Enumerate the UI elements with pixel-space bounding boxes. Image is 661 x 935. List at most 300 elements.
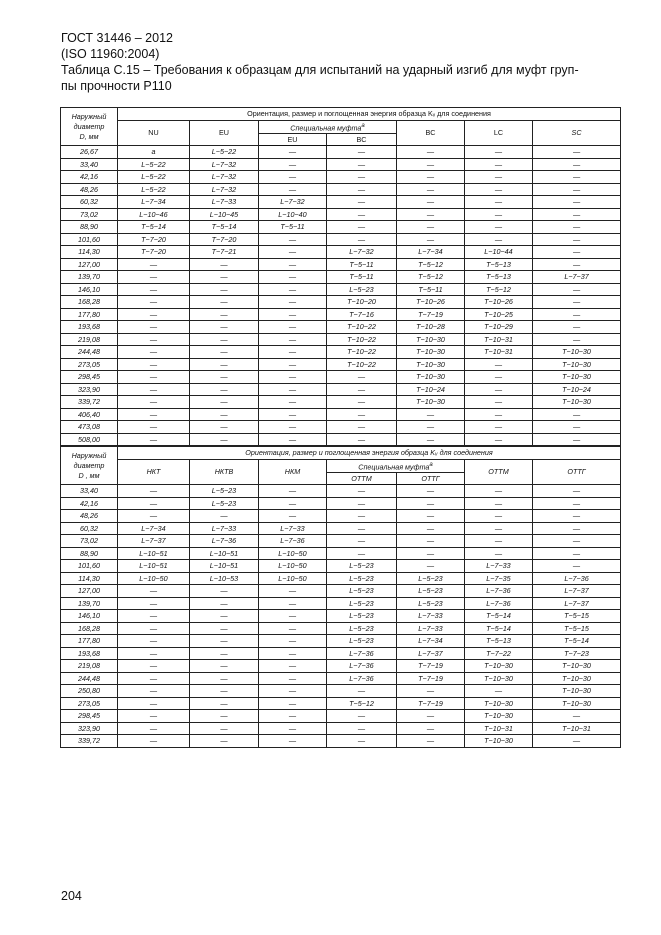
table-cell: — (397, 722, 465, 735)
table-cell: — (533, 196, 621, 209)
table-cell: — (259, 597, 327, 610)
table-row (61, 697, 621, 710)
table-cell: — (118, 321, 190, 334)
table-cell: — (118, 421, 190, 434)
diameter-cell: 219,08 (61, 660, 118, 673)
col-header-special-ottm: ОТТМ (327, 472, 397, 485)
table-cell: — (190, 346, 259, 359)
table-cell: — (465, 196, 533, 209)
table-row (61, 296, 621, 309)
table-cell: — (259, 271, 327, 284)
table-cell: — (118, 408, 190, 421)
special-coupling-header: Специальная муфта$^a$ (259, 120, 397, 133)
table-cell: — (465, 383, 533, 396)
table-cell: — (397, 710, 465, 723)
table-cell: L−7−33 (397, 622, 465, 635)
diameter-header: Наружный диаметр D , мм (61, 447, 118, 485)
table-row (61, 672, 621, 685)
table-cell: — (397, 535, 465, 548)
table-cell: — (533, 296, 621, 309)
table-cell: — (118, 296, 190, 309)
table-cell: — (259, 396, 327, 409)
table-row (61, 421, 621, 434)
table-row (61, 258, 621, 271)
table-cell: — (190, 296, 259, 309)
table-cell: L−10−51 (190, 560, 259, 573)
table-cell: — (327, 522, 397, 535)
table-cell: — (327, 710, 397, 723)
table-row (61, 433, 621, 446)
table-cell: L−7−37 (533, 597, 621, 610)
table-row (61, 535, 621, 548)
table-cell: — (118, 722, 190, 735)
col-header-nkm: НКМ (259, 459, 327, 485)
table-cell: — (327, 485, 397, 498)
table-cell: T−5−14 (465, 622, 533, 635)
table-cell: L−10−53 (190, 572, 259, 585)
table-cell: T−10−30 (533, 358, 621, 371)
col-header-sc: SC (533, 120, 621, 146)
table-cell: L−7−32 (327, 246, 397, 259)
table-cell: — (533, 560, 621, 573)
table-cell: — (259, 333, 327, 346)
diameter-cell: 219,08 (61, 333, 118, 346)
table-cell: T−10−30 (533, 672, 621, 685)
table-cell: L−5−23 (190, 497, 259, 510)
table-cell: — (118, 497, 190, 510)
table-cell: — (259, 647, 327, 660)
table-cell: T−10−30 (533, 685, 621, 698)
table-cell: — (533, 522, 621, 535)
table-cell: — (190, 396, 259, 409)
table-cell: — (397, 547, 465, 560)
table-cell: — (118, 647, 190, 660)
table-cell: — (118, 697, 190, 710)
table-cell: L−7−36 (465, 585, 533, 598)
table-cell: T−10−31 (465, 333, 533, 346)
table-cell: — (190, 635, 259, 648)
diameter-cell: 48,26 (61, 183, 118, 196)
table-cell: — (190, 622, 259, 635)
table-row (61, 208, 621, 221)
table-cell: T−5−11 (259, 221, 327, 234)
table-row (61, 196, 621, 209)
diameter-cell: 42,16 (61, 171, 118, 184)
table-cell: T−10−30 (465, 735, 533, 748)
table-cell: — (259, 408, 327, 421)
table-cell: — (465, 485, 533, 498)
table-cell: T−7−19 (397, 308, 465, 321)
table-cell: — (397, 196, 465, 209)
table-cell: — (259, 622, 327, 635)
table-cell: — (465, 146, 533, 159)
table-cell: T−5−14 (190, 221, 259, 234)
table-cell: — (118, 383, 190, 396)
table-cell: — (533, 308, 621, 321)
table-row (61, 585, 621, 598)
table-cell: — (259, 321, 327, 334)
table-cell: — (259, 346, 327, 359)
table-cell: T−5−11 (327, 258, 397, 271)
table-caption: Таблица С.15 – Требования к образцам для испытаний на ударный изгиб для муфт груп- (61, 63, 579, 77)
table-cell: — (327, 421, 397, 434)
diameter-cell: 339,72 (61, 396, 118, 409)
table-cell: — (465, 221, 533, 234)
table-cell: — (533, 710, 621, 723)
table-cell: — (190, 510, 259, 523)
table-cell: L−5−23 (327, 585, 397, 598)
table-cell: — (118, 585, 190, 598)
table-cell: — (533, 433, 621, 446)
table-cell: — (259, 383, 327, 396)
diameter-cell: 323,90 (61, 383, 118, 396)
table-cell: T−5−15 (533, 622, 621, 635)
diameter-header: Наружный диаметр D, мм (61, 108, 118, 146)
table-cell: — (118, 283, 190, 296)
table-cell: L−7−34 (118, 196, 190, 209)
table-cell: — (118, 333, 190, 346)
impact-test-table-2 (60, 446, 621, 748)
table-cell: T−7−20 (118, 246, 190, 259)
diameter-cell: 60,32 (61, 522, 118, 535)
table-cell: — (118, 672, 190, 685)
table-cell: T−5−12 (327, 697, 397, 710)
table-cell: — (397, 497, 465, 510)
table-cell: — (533, 146, 621, 159)
table-cell: — (465, 358, 533, 371)
table-cell: L−7−33 (259, 522, 327, 535)
diameter-cell: 139,70 (61, 271, 118, 284)
table-cell: — (327, 547, 397, 560)
table-row (61, 321, 621, 334)
table-cell: T−10−30 (397, 371, 465, 384)
table-cell: L−10−50 (118, 572, 190, 585)
table-row (61, 660, 621, 673)
table-cell: — (533, 158, 621, 171)
diameter-cell: 508,00 (61, 433, 118, 446)
table-cell: — (259, 697, 327, 710)
table-cell: L−5−22 (118, 183, 190, 196)
diameter-cell: 114,30 (61, 572, 118, 585)
table-cell: — (259, 246, 327, 259)
table-cell: — (327, 433, 397, 446)
table-cell: L−5−23 (327, 635, 397, 648)
table-cell: L−5−23 (397, 585, 465, 598)
table-cell: — (327, 510, 397, 523)
table-row (61, 333, 621, 346)
table-row (61, 271, 621, 284)
table-cell: T−7−23 (533, 647, 621, 660)
table-cell: — (259, 433, 327, 446)
table-cell: — (118, 346, 190, 359)
diameter-cell: 60,32 (61, 196, 118, 209)
table-cell: — (259, 585, 327, 598)
table-cell: — (190, 383, 259, 396)
diameter-cell: 250,80 (61, 685, 118, 698)
diameter-cell: 244,48 (61, 346, 118, 359)
table-cell: L−7−33 (465, 560, 533, 573)
table-cell: T−10−22 (327, 321, 397, 334)
table-cell: — (465, 535, 533, 548)
table-cell: T−7−16 (327, 308, 397, 321)
table-cell: — (118, 635, 190, 648)
table-cell: — (259, 635, 327, 648)
table-cell: — (259, 296, 327, 309)
table-cell: — (397, 685, 465, 698)
table-cell: — (533, 208, 621, 221)
table-cell: — (190, 610, 259, 623)
table-cell: — (327, 408, 397, 421)
orientation-header: Ориентация, размер и поглощенная энергия образца Kᵥ для соединения (118, 447, 621, 460)
diameter-cell: 42,16 (61, 497, 118, 510)
table-row (61, 408, 621, 421)
table-cell: — (259, 485, 327, 498)
table-cell: L−7−34 (397, 635, 465, 648)
table-cell: T−5−12 (397, 258, 465, 271)
table-row (61, 346, 621, 359)
table-cell: — (465, 183, 533, 196)
diameter-cell: 73,02 (61, 535, 118, 548)
table-cell: L−5−23 (327, 597, 397, 610)
table-cell: T−5−13 (465, 635, 533, 648)
table-cell: T−10−30 (465, 710, 533, 723)
table-cell: — (397, 433, 465, 446)
table-cell: T−10−31 (533, 722, 621, 735)
table-cell: — (327, 208, 397, 221)
table-cell: — (118, 710, 190, 723)
table-cell: — (327, 233, 397, 246)
table-cell: — (465, 171, 533, 184)
table-cell: L−10−50 (259, 560, 327, 573)
table-cell: — (190, 258, 259, 271)
table-cell: — (327, 722, 397, 735)
table-row (61, 685, 621, 698)
table-cell: — (259, 183, 327, 196)
diameter-cell: 146,10 (61, 283, 118, 296)
table-cell: L−7−37 (397, 647, 465, 660)
table-cell: T−10−30 (465, 672, 533, 685)
table-cell: L−7−32 (259, 196, 327, 209)
col-header-nktv: НКТВ (190, 459, 259, 485)
table-cell: — (118, 485, 190, 498)
col-header-special-bc: BC (327, 133, 397, 146)
table-cell: — (533, 321, 621, 334)
table-cell: — (397, 158, 465, 171)
table-cell: T−5−14 (533, 635, 621, 648)
table-cell: T−10−30 (533, 396, 621, 409)
table-cell: T−10−29 (465, 321, 533, 334)
table-cell: T−10−28 (397, 321, 465, 334)
table-cell: T−10−22 (327, 346, 397, 359)
table-cell: — (190, 710, 259, 723)
col-header-nu: NU (118, 120, 190, 146)
table-cell: L−7−37 (118, 535, 190, 548)
diameter-cell: 298,45 (61, 371, 118, 384)
table-cell: — (190, 597, 259, 610)
table-cell: — (327, 383, 397, 396)
diameter-cell: 193,68 (61, 321, 118, 334)
table-cell: — (465, 547, 533, 560)
table-cell: L−10−51 (118, 560, 190, 573)
table-cell: L−10−40 (259, 208, 327, 221)
table-cell: T−10−30 (533, 660, 621, 673)
table-row (61, 308, 621, 321)
table-row (61, 246, 621, 259)
table-cell: L−5−23 (397, 572, 465, 585)
table-cell: T−10−30 (465, 660, 533, 673)
table-cell: L−7−36 (327, 672, 397, 685)
table-cell: L−5−22 (190, 146, 259, 159)
table-cell: — (465, 371, 533, 384)
table-row (61, 497, 621, 510)
diameter-cell: 168,28 (61, 296, 118, 309)
diameter-cell: 323,90 (61, 722, 118, 735)
table-cell: L−7−36 (190, 535, 259, 548)
table-cell: — (118, 597, 190, 610)
table-cell: — (533, 283, 621, 296)
table-cell: — (465, 685, 533, 698)
table-cell: — (118, 371, 190, 384)
diameter-cell: 473,08 (61, 421, 118, 434)
table-cell: — (533, 735, 621, 748)
table-row (61, 647, 621, 660)
table-cell: — (259, 158, 327, 171)
diameter-cell: 127,00 (61, 258, 118, 271)
table-cell: T−7−19 (397, 660, 465, 673)
diameter-cell: 33,40 (61, 158, 118, 171)
table-cell: — (397, 735, 465, 748)
table-cell: L−7−36 (533, 572, 621, 585)
table-cell: — (190, 283, 259, 296)
table-cell: — (190, 672, 259, 685)
table-cell: — (327, 221, 397, 234)
table-cell: — (259, 672, 327, 685)
table-cell: — (118, 433, 190, 446)
table-cell: T−10−31 (465, 346, 533, 359)
table-cell: — (190, 321, 259, 334)
diameter-cell: 146,10 (61, 610, 118, 623)
table-cell: L−10−50 (259, 572, 327, 585)
table-cell: T−10−31 (465, 722, 533, 735)
table-cell: — (118, 258, 190, 271)
table-cell: — (533, 246, 621, 259)
table-cell: — (259, 308, 327, 321)
table-row (61, 735, 621, 748)
table-row (61, 622, 621, 635)
table-cell: — (397, 221, 465, 234)
table-row (61, 371, 621, 384)
table-cell: — (397, 510, 465, 523)
table-cell: — (259, 685, 327, 698)
table-row (61, 560, 621, 573)
table-row (61, 233, 621, 246)
table-cell: L−7−36 (465, 597, 533, 610)
diameter-cell: 101,60 (61, 560, 118, 573)
table-cell: — (190, 433, 259, 446)
diameter-cell: 193,68 (61, 647, 118, 660)
table-cell: L−7−36 (327, 660, 397, 673)
table-cell: — (327, 497, 397, 510)
diameter-cell: 298,45 (61, 710, 118, 723)
table-cell: — (118, 358, 190, 371)
table-cell: — (397, 171, 465, 184)
table-cell: L−10−45 (190, 208, 259, 221)
table-cell: — (465, 497, 533, 510)
table-row (61, 597, 621, 610)
table-cell: — (327, 158, 397, 171)
table-row (61, 171, 621, 184)
diameter-cell: 339,72 (61, 735, 118, 748)
table-cell: L−10−51 (118, 547, 190, 560)
col-header-lc: LC (465, 120, 533, 146)
table-cell: — (327, 146, 397, 159)
table-cell: L−7−37 (533, 585, 621, 598)
table-cell: — (190, 585, 259, 598)
table-cell: L−5−23 (327, 572, 397, 585)
table-row (61, 610, 621, 623)
table-cell: — (118, 510, 190, 523)
table-cell: — (465, 396, 533, 409)
table-cell: T−10−30 (533, 371, 621, 384)
table-cell: — (259, 660, 327, 673)
table-cell: — (327, 371, 397, 384)
table-cell: T−7−19 (397, 672, 465, 685)
table-cell: T−10−22 (327, 358, 397, 371)
table-cell: T−5−11 (327, 271, 397, 284)
table-cell: — (327, 171, 397, 184)
table-cell: T−10−24 (533, 383, 621, 396)
table-cell: T−5−14 (465, 610, 533, 623)
table-cell: T−7−20 (118, 233, 190, 246)
table-cell: — (533, 258, 621, 271)
table-cell: — (397, 485, 465, 498)
table-cell: T−5−15 (533, 610, 621, 623)
table-cell: L−7−32 (190, 183, 259, 196)
table-cell: — (533, 535, 621, 548)
table-cell: — (465, 158, 533, 171)
table-cell: — (465, 233, 533, 246)
table-cell: — (259, 735, 327, 748)
table-cell: — (118, 308, 190, 321)
table-cell: — (190, 408, 259, 421)
orientation-header: Ориентация, размер и поглощенная энергия образца Kᵥ для соединения (118, 108, 621, 121)
table-cell: — (533, 485, 621, 498)
table-cell: T−10−30 (397, 346, 465, 359)
table-cell: — (259, 358, 327, 371)
table-cell: L−5−22 (118, 158, 190, 171)
table-row (61, 396, 621, 409)
table-cell: — (259, 421, 327, 434)
table-cell: — (118, 622, 190, 635)
table-cell: — (259, 610, 327, 623)
table-cell: T−10−30 (465, 697, 533, 710)
table-cell: — (397, 233, 465, 246)
table-cell: — (533, 421, 621, 434)
table-cell: L−7−32 (190, 171, 259, 184)
diameter-cell: 101,60 (61, 233, 118, 246)
table-row (61, 547, 621, 560)
table-cell: — (118, 735, 190, 748)
table-cell: — (190, 735, 259, 748)
table-cell: — (533, 233, 621, 246)
diameter-cell: 406,40 (61, 408, 118, 421)
table-row (61, 283, 621, 296)
impact-test-table-1 (60, 107, 621, 446)
diameter-cell: 33,40 (61, 485, 118, 498)
table-cell: T−10−25 (465, 308, 533, 321)
table-cell: L−10−46 (118, 208, 190, 221)
table-cell: T−5−12 (397, 271, 465, 284)
